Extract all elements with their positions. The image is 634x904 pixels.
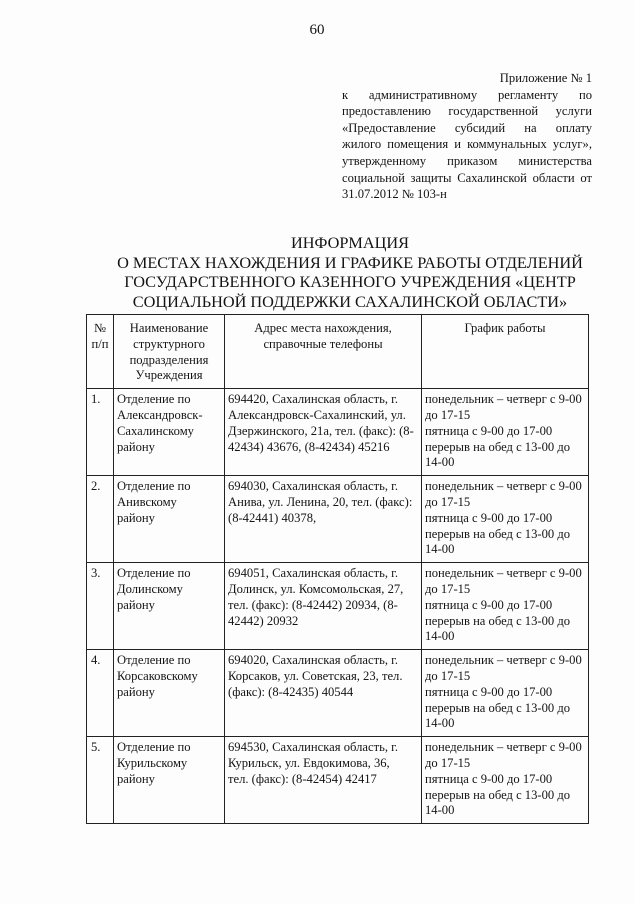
cell-name [114,563,225,650]
table-row [87,563,589,650]
cell-line: Александровск-Сахалинский, ул. [228,407,406,422]
cell-line: пятница с 9-00 до 17-00 [425,771,553,786]
page-number: 60 [309,22,325,38]
cell-line: № [93,321,107,335]
cell-line: 42442) 20932 [228,613,299,628]
cell-line: тел. (факс): (8-42454) 42417 [228,771,377,786]
cell-line: до 17-15 [425,581,471,596]
cell-line: (факс): (8-42435) 40544 [228,684,354,699]
cell-address [225,389,422,476]
cell-line: Отделение по [117,566,191,581]
cell-line: 694420, Сахалинская область, г. [228,392,399,407]
cell-line: району [117,597,155,612]
cell-line: Александровск- [117,407,203,422]
table-row [87,389,589,476]
cell-schedule [422,563,589,650]
row-number: 4. [87,650,114,737]
cell-line: 694530, Сахалинская область, г. [228,740,399,755]
cell-line: району [117,510,155,525]
cell-line: 14-00 [425,629,455,644]
cell-line: Корсаков, ул. Советская, 23, тел. [228,668,403,683]
title-line: ИНФОРМАЦИЯ [291,233,409,252]
cell-line: 14-00 [425,542,455,557]
cell-line: понедельник – четверг с 9-00 [425,479,582,494]
cell-schedule [422,476,589,563]
header-num [87,315,114,389]
cell-line: району [117,439,155,454]
cell-line: району [117,684,155,699]
cell-line: 694020, Сахалинская область, г. [228,653,399,668]
cell-line: до 17-15 [425,494,471,509]
cell-line: пятница с 9-00 до 17-00 [425,510,553,525]
cell-line: 14-00 [425,455,455,470]
cell-address [225,476,422,563]
cell-line: тел. (факс): (8-42442) 20934, (8- [228,597,398,612]
row-number: 3. [87,563,114,650]
cell-name [114,389,225,476]
cell-line: Курильск, ул. Евдокимова, 36, [228,755,390,770]
cell-line: Наименование [129,321,209,335]
cell-line: Курильскому [117,755,188,770]
cell-line: График работы [464,321,546,335]
header-name [114,315,225,389]
cell-line: перерыв на обед с 13-00 до [425,526,571,541]
cell-address [225,737,422,824]
cell-line: Учреждения [135,368,203,383]
cell-schedule [422,650,589,737]
cell-name [114,650,225,737]
cell-line: пятница с 9-00 до 17-00 [425,684,553,699]
cell-line: Сахалинскому [117,423,194,438]
cell-name [114,737,225,824]
cell-line: понедельник – четверг с 9-00 [425,566,582,581]
cell-schedule [422,737,589,824]
header-address [225,315,422,389]
appendix-line: Приложение № 1 [499,71,592,85]
row-number: 1. [87,389,114,476]
cell-line: 14-00 [425,716,455,731]
appendix-line: к административному регламенту по [342,87,592,102]
cell-line: (8-42441) 40378, [228,510,317,525]
departments-table [86,314,589,824]
cell-line: 694051, Сахалинская область, г. [228,566,399,581]
appendix-line: жилого помещения и коммунальных услуг», [342,137,592,152]
cell-line: перерыв на обед с 13-00 до [425,613,571,628]
table-row [87,737,589,824]
cell-line: 42434) 43676, (8-42434) 45216 [228,439,390,454]
title-line: СОЦИАЛЬНОЙ ПОДДЕРЖКИ САХАЛИНСКОЙ ОБЛАСТИ» [132,291,568,311]
cell-line: подразделения [129,352,209,367]
appendix-line: социальной защиты Сахалинской области от [342,170,592,185]
table-header-row [87,315,589,389]
cell-line: Адрес места нахождения, [254,321,392,335]
cell-line: перерыв на обед с 13-00 до [425,787,571,802]
document-title [100,233,600,311]
cell-line: Корсаковскому [117,668,198,683]
cell-line: п/п [91,336,109,351]
cell-line: структурного [133,336,205,351]
cell-schedule [422,389,589,476]
cell-line: понедельник – четверг с 9-00 [425,392,582,407]
cell-line: перерыв на обед с 13-00 до [425,700,571,715]
row-number: 5. [87,737,114,824]
appendix-line: утвержденному приказом министерства [342,153,592,168]
table-row [87,476,589,563]
cell-line: Долинск, ул. Комсомольская, 27, [228,581,404,596]
cell-line: Долинскому [117,581,183,596]
row-number: 2. [87,476,114,563]
cell-line: 694030, Сахалинская область, г. [228,479,399,494]
cell-line: до 17-15 [425,755,471,770]
cell-line: справочные телефоны [263,336,383,351]
cell-line: Отделение по [117,653,191,668]
appendix-line: предоставлению государственной услуги [342,104,592,119]
cell-line: пятница с 9-00 до 17-00 [425,597,553,612]
cell-address [225,563,422,650]
cell-line: пятница с 9-00 до 17-00 [425,423,553,438]
table-row [87,650,589,737]
title-line: О МЕСТАХ НАХОЖДЕНИЯ И ГРАФИКЕ РАБОТЫ ОТДЕЛЕНИЙ [117,252,583,272]
cell-line: Дзержинского, 21а, тел. (факс): (8- [228,423,414,438]
cell-name [114,476,225,563]
cell-line: району [117,771,155,786]
cell-line: до 17-15 [425,668,471,683]
cell-line: понедельник – четверг с 9-00 [425,740,582,755]
cell-address [225,650,422,737]
cell-line: Анивскому [117,494,177,509]
cell-line: Анива, ул. Ленина, 20, тел. (факс): [228,494,413,509]
appendix-line: «Предоставление субсидий на оплату [342,120,592,135]
appendix-line: 31.07.2012 № 103-н [342,187,447,202]
cell-line: Отделение по [117,392,191,407]
cell-line: перерыв на обед с 13-00 до [425,439,571,454]
cell-line: 14-00 [425,803,455,818]
cell-line: понедельник – четверг с 9-00 [425,653,582,668]
cell-line: Отделение по [117,740,191,755]
cell-line: Отделение по [117,479,191,494]
appendix-block [342,70,592,203]
cell-line: до 17-15 [425,407,471,422]
title-line: ГОСУДАРСТВЕННОГО КАЗЕННОГО УЧРЕЖДЕНИЯ «ЦЕНТР [124,272,576,291]
header-schedule [422,315,589,389]
